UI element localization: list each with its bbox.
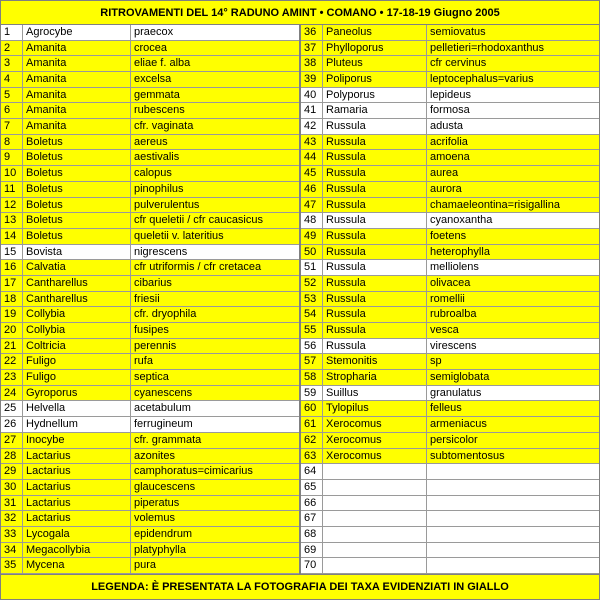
genus-cell: Lycogala — [23, 527, 131, 542]
row-number: 10 — [1, 166, 23, 181]
species-cell: leptocephalus=varius — [430, 73, 534, 86]
table-row — [1, 276, 299, 292]
table-row — [1, 401, 299, 417]
row-number: 64 — [301, 464, 323, 479]
table-row — [1, 292, 299, 308]
row-number: 25 — [1, 401, 23, 416]
genus-cell — [323, 480, 427, 495]
table-row — [1, 433, 299, 449]
row-number: 12 — [1, 198, 23, 213]
table-row — [1, 543, 299, 559]
species-cell — [427, 543, 599, 558]
row-number: 39 — [301, 72, 323, 87]
table-row — [1, 370, 299, 386]
species-cell: melliolens — [430, 261, 479, 274]
table-row — [1, 213, 299, 229]
row-number: 35 — [1, 558, 23, 573]
species-cell: queletii v. lateritius — [134, 229, 224, 242]
genus-cell: Russula — [323, 135, 427, 150]
genus-cell: Tylopilus — [323, 401, 427, 416]
species-cell — [427, 496, 599, 511]
genus-cell: Polyporus — [323, 88, 427, 103]
genus-cell: Lactarius — [23, 480, 131, 495]
species-cell: platyphylla — [134, 543, 186, 556]
species-cell: acrifolia — [430, 135, 468, 148]
table-row — [301, 543, 599, 559]
row-number: 46 — [301, 182, 323, 197]
row-number: 53 — [301, 292, 323, 307]
row-number: 8 — [1, 135, 23, 150]
table-row — [1, 558, 299, 574]
species-cell — [427, 527, 599, 542]
table-row — [301, 119, 599, 135]
species-cell: adusta — [430, 120, 464, 133]
table-row — [301, 103, 599, 119]
species-cell: rubescens — [134, 104, 185, 117]
genus-cell: Amanita — [23, 103, 131, 118]
genus-cell: Stemonitis — [323, 354, 427, 369]
species-cell: aereus — [134, 135, 168, 148]
row-number: 47 — [301, 198, 323, 213]
species-cell: septica — [134, 371, 169, 384]
species-cell: virescens — [430, 339, 477, 352]
genus-cell: Mycena — [23, 558, 131, 573]
table-row — [301, 41, 599, 57]
genus-cell: Russula — [323, 198, 427, 213]
row-number: 32 — [1, 511, 23, 526]
table-row — [1, 449, 299, 465]
genus-cell: Phylloporus — [323, 41, 427, 56]
species-cell: felleus — [430, 402, 462, 415]
table-row — [301, 354, 599, 370]
genus-cell: Gyroporus — [23, 386, 131, 401]
row-number: 28 — [1, 449, 23, 464]
species-cell: cfr. grammata — [134, 433, 202, 446]
row-number: 50 — [301, 245, 323, 260]
species-cell: cfr. dryophila — [134, 308, 197, 321]
species-cell: semiovatus — [430, 26, 486, 38]
row-number: 41 — [301, 103, 323, 118]
row-number: 23 — [1, 370, 23, 385]
table-row — [301, 527, 599, 543]
table-row — [301, 480, 599, 496]
genus-cell: Boletus — [23, 135, 131, 150]
genus-cell: Megacollybia — [23, 543, 131, 558]
table-row — [1, 245, 299, 261]
genus-cell: Boletus — [23, 198, 131, 213]
genus-cell: Russula — [323, 166, 427, 181]
row-number: 45 — [301, 166, 323, 181]
genus-cell: Amanita — [23, 56, 131, 71]
table-row — [301, 229, 599, 245]
row-number: 60 — [301, 401, 323, 416]
genus-cell: Calvatia — [23, 260, 131, 275]
row-number: 29 — [1, 464, 23, 479]
species-cell: volemus — [134, 512, 175, 525]
row-number: 49 — [301, 229, 323, 244]
table-row — [301, 401, 599, 417]
species-cell: granulatus — [430, 386, 482, 399]
species-cell: cfr. vaginata — [134, 120, 194, 133]
row-number: 1 — [1, 25, 23, 40]
species-cell: aestivalis — [134, 151, 180, 164]
table-row — [1, 229, 299, 245]
row-number: 40 — [301, 88, 323, 103]
row-number: 19 — [1, 307, 23, 322]
genus-cell: Boletus — [23, 182, 131, 197]
row-number: 31 — [1, 496, 23, 511]
genus-cell: Collybia — [23, 307, 131, 322]
table-row — [301, 150, 599, 166]
table-row — [1, 25, 299, 41]
table-row — [301, 339, 599, 355]
table-row — [1, 41, 299, 57]
species-cell: cyanescens — [134, 386, 193, 399]
species-cell: perennis — [134, 339, 177, 352]
species-cell — [427, 511, 599, 526]
table-row — [1, 323, 299, 339]
genus-cell: Lactarius — [23, 464, 131, 479]
species-cell: aurea — [430, 167, 459, 180]
table-row — [301, 464, 599, 480]
row-number: 9 — [1, 150, 23, 165]
table-row — [301, 88, 599, 104]
row-number: 26 — [1, 417, 23, 432]
genus-cell: Paneolus — [323, 25, 427, 40]
row-number: 55 — [301, 323, 323, 338]
row-number: 30 — [1, 480, 23, 495]
row-number: 7 — [1, 119, 23, 134]
row-number: 37 — [301, 41, 323, 56]
row-number: 61 — [301, 417, 323, 432]
genus-cell: Hydnellum — [23, 417, 131, 432]
species-cell: cfr queletii / cfr caucasicus — [134, 214, 263, 227]
genus-cell: Pluteus — [323, 56, 427, 71]
species-cell: pura — [134, 559, 157, 572]
table-row — [1, 182, 299, 198]
table-row — [1, 464, 299, 480]
row-number: 4 — [1, 72, 23, 87]
row-number: 34 — [1, 543, 23, 558]
table-row — [1, 417, 299, 433]
row-number: 57 — [301, 354, 323, 369]
table-row — [1, 480, 299, 496]
table-row — [1, 527, 299, 543]
genus-cell: Boletus — [23, 150, 131, 165]
table-row — [301, 307, 599, 323]
genus-cell: Ramaria — [323, 103, 427, 118]
species-cell: semiglobata — [430, 371, 490, 384]
genus-cell: Inocybe — [23, 433, 131, 448]
genus-cell: Russula — [323, 213, 427, 228]
genus-cell: Suillus — [323, 386, 427, 401]
table-row — [1, 386, 299, 402]
row-number: 5 — [1, 88, 23, 103]
genus-cell: Russula — [323, 119, 427, 134]
table-row — [301, 433, 599, 449]
row-number: 43 — [301, 135, 323, 150]
row-number: 2 — [1, 41, 23, 56]
species-cell: rufa — [134, 355, 153, 368]
species-cell: azonites — [134, 449, 175, 462]
species-cell: eliae f. alba — [134, 57, 191, 70]
table-row — [1, 307, 299, 323]
species-cell: cfr utriformis / cfr cretacea — [134, 261, 262, 274]
species-cell: persicolor — [430, 433, 478, 446]
table-row — [301, 417, 599, 433]
row-number: 11 — [1, 182, 23, 197]
table-row — [301, 56, 599, 72]
row-number: 44 — [301, 150, 323, 165]
genus-cell: Russula — [323, 182, 427, 197]
genus-cell — [323, 511, 427, 526]
column-divider — [299, 25, 301, 574]
genus-cell: Amanita — [23, 88, 131, 103]
table-row — [301, 135, 599, 151]
species-cell: lepideus — [430, 88, 471, 101]
genus-cell: Poliporus — [323, 72, 427, 87]
table-row — [301, 323, 599, 339]
genus-cell: Russula — [323, 307, 427, 322]
species-cell — [427, 558, 599, 573]
genus-cell: Lactarius — [23, 496, 131, 511]
row-number: 48 — [301, 213, 323, 228]
species-cell: nigrescens — [134, 245, 188, 258]
genus-cell: Lactarius — [23, 511, 131, 526]
row-number: 13 — [1, 213, 23, 228]
table-row — [1, 56, 299, 72]
genus-cell — [323, 543, 427, 558]
species-cell: olivacea — [430, 276, 471, 289]
table-row — [1, 198, 299, 214]
row-number: 36 — [301, 25, 323, 40]
row-number: 66 — [301, 496, 323, 511]
genus-cell: Lactarius — [23, 449, 131, 464]
genus-cell: Boletus — [23, 213, 131, 228]
genus-cell — [323, 496, 427, 511]
row-number: 14 — [1, 229, 23, 244]
row-number: 63 — [301, 449, 323, 464]
genus-cell: Collybia — [23, 323, 131, 338]
row-number: 42 — [301, 119, 323, 134]
species-cell — [427, 480, 599, 495]
table-row — [1, 72, 299, 88]
table-row — [301, 213, 599, 229]
genus-cell: Amanita — [23, 72, 131, 87]
species-cell: sp — [430, 355, 442, 368]
genus-cell: Coltricia — [23, 339, 131, 354]
row-number: 18 — [1, 292, 23, 307]
table-row — [301, 276, 599, 292]
genus-cell: Bovista — [23, 245, 131, 260]
row-number: 54 — [301, 307, 323, 322]
table-row — [301, 449, 599, 465]
table-row — [301, 496, 599, 512]
genus-cell: Amanita — [23, 119, 131, 134]
row-number: 69 — [301, 543, 323, 558]
species-cell: excelsa — [134, 73, 172, 86]
genus-cell: Fuligo — [23, 370, 131, 385]
row-number: 56 — [301, 339, 323, 354]
species-cell: fusipes — [134, 324, 169, 337]
genus-cell: Xerocomus — [323, 433, 427, 448]
table-row — [1, 150, 299, 166]
table-row — [1, 88, 299, 104]
genus-cell: Russula — [323, 150, 427, 165]
genus-cell: Russula — [323, 260, 427, 275]
species-cell: epidendrum — [134, 527, 193, 540]
row-number: 20 — [1, 323, 23, 338]
table-row — [1, 354, 299, 370]
species-cell: chamaeleontina=risigallina — [430, 198, 560, 211]
table-row — [301, 558, 599, 574]
species-cell: glaucescens — [134, 480, 196, 493]
row-number: 22 — [1, 354, 23, 369]
row-number: 24 — [1, 386, 23, 401]
species-cell: calopus — [134, 167, 172, 180]
genus-cell: Amanita — [23, 41, 131, 56]
row-number: 62 — [301, 433, 323, 448]
species-cell: subtomentosus — [430, 449, 505, 462]
table-row — [1, 496, 299, 512]
page-title: RITROVAMENTI DEL 14° RADUNO AMINT • COMANO • 17-18-19 Giugno 2005 — [1, 1, 599, 25]
table-row — [301, 260, 599, 276]
table-row — [1, 135, 299, 151]
genus-cell: Agrocybe — [23, 25, 131, 40]
species-cell: amoena — [430, 151, 470, 164]
genus-cell: Cantharellus — [23, 292, 131, 307]
row-number: 15 — [1, 245, 23, 260]
row-number: 27 — [1, 433, 23, 448]
row-number: 17 — [1, 276, 23, 291]
table-row — [1, 166, 299, 182]
row-number: 38 — [301, 56, 323, 71]
table-row — [301, 166, 599, 182]
legend-footer: LEGENDA: È PRESENTATA LA FOTOGRAFIA DEI TAXA EVIDENZIATI IN GIALLO — [1, 574, 599, 599]
row-number: 3 — [1, 56, 23, 71]
row-number: 70 — [301, 558, 323, 573]
table-row — [301, 25, 599, 41]
table-row — [301, 511, 599, 527]
genus-cell: Russula — [323, 245, 427, 260]
genus-cell: Helvella — [23, 401, 131, 416]
table-row — [301, 292, 599, 308]
species-cell: cfr cervinus — [430, 57, 487, 70]
genus-cell: Cantharellus — [23, 276, 131, 291]
genus-cell: Boletus — [23, 166, 131, 181]
row-number: 52 — [301, 276, 323, 291]
row-number: 16 — [1, 260, 23, 275]
species-cell: gemmata — [134, 88, 180, 101]
species-cell — [427, 464, 599, 479]
species-cell: pinophilus — [134, 182, 184, 195]
genus-cell: Fuligo — [23, 354, 131, 369]
species-cell: camphoratus=cimicarius — [134, 465, 253, 478]
row-number: 21 — [1, 339, 23, 354]
species-cell: praecox — [134, 26, 174, 38]
row-number: 58 — [301, 370, 323, 385]
row-number: 6 — [1, 103, 23, 118]
row-number: 65 — [301, 480, 323, 495]
table-row — [1, 339, 299, 355]
table-row — [301, 198, 599, 214]
genus-cell — [323, 558, 427, 573]
species-cell: rubroalba — [430, 308, 477, 321]
table-row — [1, 119, 299, 135]
row-number: 51 — [301, 260, 323, 275]
row-number: 67 — [301, 511, 323, 526]
table-row — [301, 370, 599, 386]
genus-cell: Russula — [323, 292, 427, 307]
genus-cell: Russula — [323, 339, 427, 354]
species-cell: pulverulentus — [134, 198, 200, 211]
species-cell: piperatus — [134, 496, 180, 509]
genus-cell: Russula — [323, 276, 427, 291]
genus-cell: Stropharia — [323, 370, 427, 385]
species-cell: vesca — [430, 324, 459, 337]
row-number: 68 — [301, 527, 323, 542]
species-cell: foetens — [430, 229, 467, 242]
genus-cell: Russula — [323, 229, 427, 244]
row-number: 33 — [1, 527, 23, 542]
species-cell: crocea — [134, 41, 168, 54]
species-cell: romellii — [430, 292, 465, 305]
species-cell: acetabulum — [134, 402, 191, 415]
table-row — [301, 182, 599, 198]
species-cell: aurora — [430, 182, 462, 195]
genus-cell: Xerocomus — [323, 417, 427, 432]
row-number: 59 — [301, 386, 323, 401]
species-cell: friesii — [134, 292, 160, 305]
genus-cell — [323, 527, 427, 542]
species-cell: cibarius — [134, 276, 172, 289]
genus-cell: Russula — [323, 323, 427, 338]
genus-cell — [323, 464, 427, 479]
table-row — [301, 245, 599, 261]
species-cell: cyanoxantha — [430, 214, 493, 227]
species-cell: heterophylla — [430, 245, 490, 258]
table-row — [301, 386, 599, 402]
table-row — [1, 260, 299, 276]
table-row — [301, 72, 599, 88]
genus-cell: Xerocomus — [323, 449, 427, 464]
species-cell: formosa — [430, 104, 470, 117]
genus-cell: Boletus — [23, 229, 131, 244]
species-cell: ferrugineum — [134, 418, 193, 431]
species-cell: pelletieri=rhodoxanthus — [430, 41, 545, 54]
species-cell: armeniacus — [430, 418, 487, 431]
table-row — [1, 103, 299, 119]
table-row — [1, 511, 299, 527]
